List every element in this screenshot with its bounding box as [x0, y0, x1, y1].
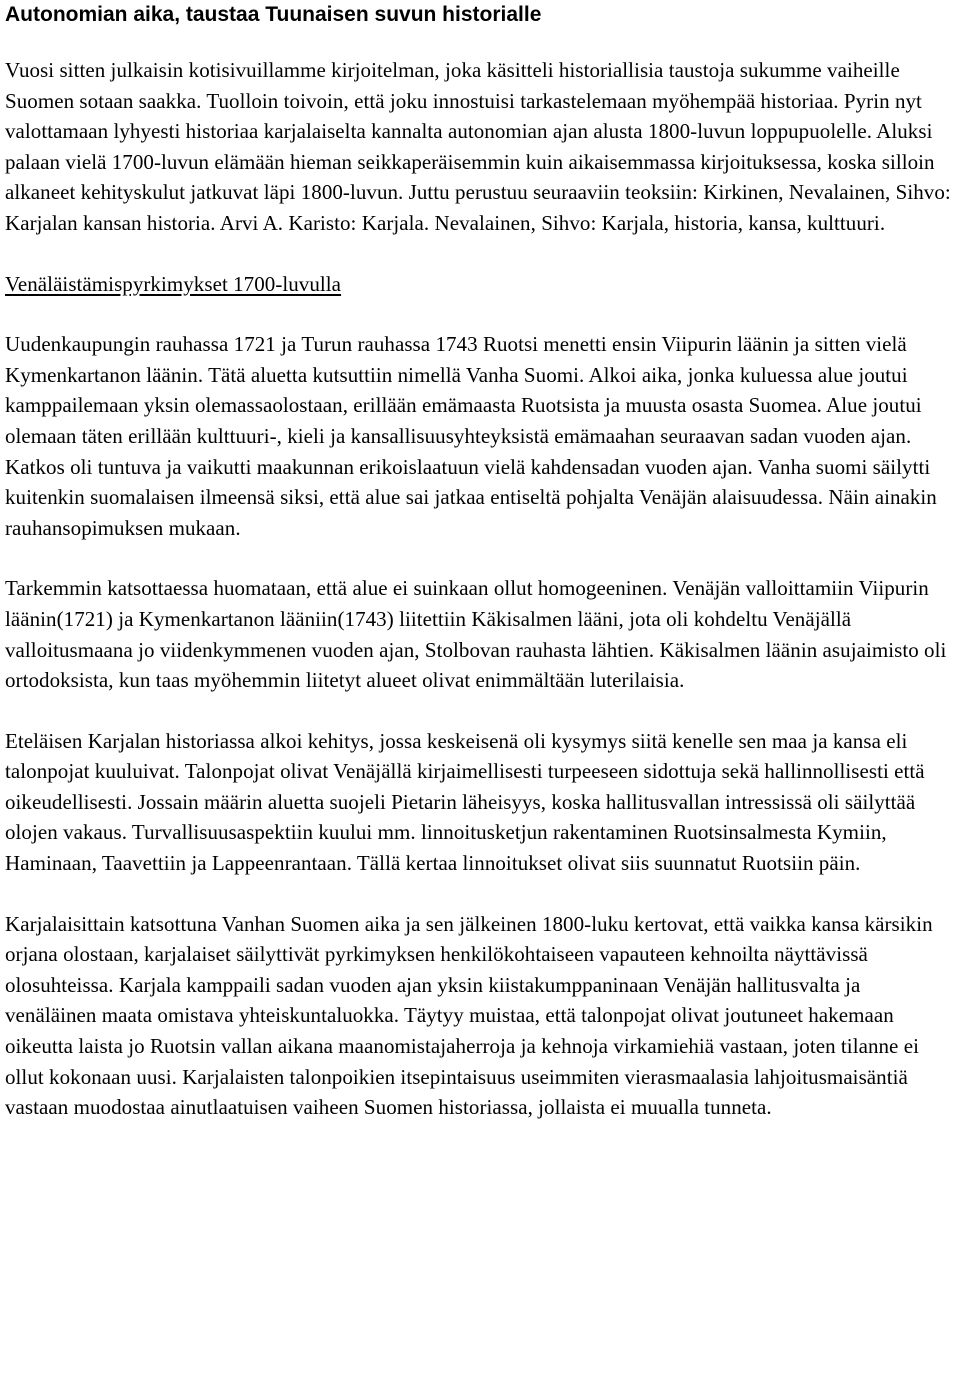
- document-title: Autonomian aika, taustaa Tuunaisen suvun historialle: [5, 3, 542, 26]
- section-heading: Venäläistämispyrkimykset 1700-luvulla: [5, 271, 342, 296]
- document-page: [5, 0, 957, 1123]
- body-paragraph-1: Uudenkaupungin rauhassa 1721 ja Turun rauhassa 1743 Ruotsi menetti ensin Viipurin läänin ja sitten vielä Kymenkartanon läänin. Tätä aluetta kutsuttiin nimellä Vanha Suomi. Alkoi aika, jonka kuluessa alue joutui kamppailemaan yksin olemassaolostaan, erillään emämaasta Ruotsista ja muusta osasta Suomea. Alue joutui olemaan täten erillään kulttuuri-, kieli ja kansallisuusyhteyksistä emämaahan seuraavan sadan vuoden ajan. Katkos oli tuntuva ja vaikutti maakunnan erikoislaatuun vielä kahdensadan vuoden ajan. Vanha suomi säilytti kuitenkin suomalaisen ilmeensä siksi, että alue sai jatkaa entiseltä pohjalta Venäjän alaisuudessa. Näin ainakin rauhansopimuksen mukaan.: [5, 332, 937, 540]
- intro-paragraph: Vuosi sitten julkaisin kotisivuillamme kirjoitelman, joka käsitteli historiallisia taustoja sukumme vaiheille Suomen sotaan saakka. Tuolloin toivoin, että joku innostuisi tarkastelemaan myöhempää historiaa. Pyrin nyt valottamaan lyhyesti historiaa karjalaiselta kannalta autonomian ajan alusta 1800-luvun loppupuolelle. Aluksi palaan vielä 1700-luvun elämään hieman seikkaperäisemmin kuin aikaisemmassa kirjoituksessa, koska silloin alkaneet kehityskulut jatkuvat läpi 1800-luvun. Juttu perustuu seuraaviin teoksiin: Kirkinen, Nevalainen, Sihvo: Karjalan kansan historia. Arvi A. Karisto: Karjala. Nevalainen, Sihvo: Karjala, historia, kansa, kulttuuri.: [5, 58, 951, 235]
- body-paragraph-4: Karjalaisittain katsottuna Vanhan Suomen aika ja sen jälkeinen 1800-luku kertovat, että vaikka kansa kärsikin orjana olostaan, karjalaiset säilyttivät pyrkimyksen henkilökohtaiseen vapauteen kehnoilta näyttävissä olosuhteissa. Karjala kamppaili sadan vuoden ajan yksin kiistakumppaninaan Venäjän hallitusvalta ja venäläinen maata omistava yhteiskuntaluokka. Täytyy muistaa, että talonpojat olivat joutuneet hakemaan oikeutta laista jo Ruotsin vallan aikana maanomistajaherroja ja kehnoja virkamiehiä vastaan, joten tilanne ei ollut kokonaan uusi. Karjalaisten talonpoikien itsepintaisuus useimmiten vierasmaalasia lahjoitusmaisäntiä vastaan muodostaa ainutlaatuisen vaiheen Suomen historiassa, jollaista ei muualla tunneta.: [5, 911, 933, 1120]
- body-paragraph-3: Eteläisen Karjalan historiassa alkoi kehitys, jossa keskeisenä oli kysymys siitä kenelle sen maa ja kansa eli talonpojat kuuluivat. Talonpojat olivat Venäjällä kirjaimellisesti turpeeseen sidottuja sekä hallinnollisesti että oikeudellisesti. Jossain määrin aluetta suojeli Pietarin läheisyys, koska hallitusvallan intressissä oli säilyttää olojen vakaus. Turvallisuusaspektiin kuului mm. linnoitusketjun rakentaminen Ruotsinsalmesta Kymiin, Haminaan, Taavettiin ja Lappeenrantaan. Tällä kertaa linnoitukset olivat siis suunnatut Ruotsiin päin.: [5, 728, 925, 876]
- body-paragraph-2: Tarkemmin katsottaessa huomataan, että alue ei suinkaan ollut homogeeninen. Venäjän valloittamiin Viipurin läänin(1721) ja Kymenkartanon lääniin(1743) liitettiin Käkisalmen lääni, jota oli kohdeltu Venäjällä valloitusmaana jo viidenkymmenen vuoden ajan, Stolbovan rauhasta lähtien. Käkisalmen läänin asujaimisto oli ortodoksista, kun taas myöhemmin liitetyt alueet olivat enimmältään luterilaisia.: [5, 576, 947, 693]
